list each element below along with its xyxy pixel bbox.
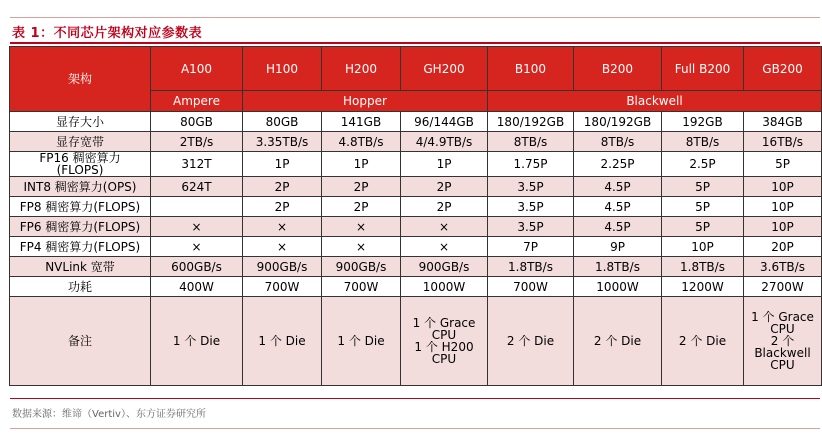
- table-cell: 7P: [488, 237, 574, 257]
- table-cell: ×: [151, 237, 243, 257]
- table-cell: 624T: [151, 177, 243, 197]
- table-cell: 5P: [662, 197, 744, 217]
- row-label: 备注: [10, 297, 151, 386]
- table-cell: 5P: [662, 177, 744, 197]
- table-row: [10, 297, 822, 386]
- table-row: [10, 237, 822, 257]
- row-label: FP4 稠密算力(FLOPS): [10, 237, 151, 257]
- header-chip: A100: [151, 47, 243, 91]
- table-cell: 700W: [243, 277, 322, 297]
- row-label: FP8 稠密算力(FLOPS): [10, 197, 151, 217]
- table-title: 表 1：不同芯片架构对应参数表: [12, 26, 203, 41]
- table-cell: 4.5P: [574, 197, 662, 217]
- table-cell: 1 个 Die: [151, 297, 243, 386]
- table-cell: 10P: [744, 217, 822, 237]
- footer-rule: [10, 398, 820, 399]
- table-cell: 4.8TB/s: [322, 132, 401, 152]
- table-row: [10, 112, 822, 132]
- table-cell: 10P: [744, 177, 822, 197]
- table-cell: 900GB/s: [322, 257, 401, 277]
- bottom-rule: [10, 428, 820, 429]
- row-label: FP16 稠密算力 (FLOPS): [10, 152, 151, 177]
- table-cell: 141GB: [322, 112, 401, 132]
- table-cell: 1 个 Die: [243, 297, 322, 386]
- table-cell: [151, 197, 243, 217]
- table-cell: 2P: [401, 177, 488, 197]
- table-cell: 4.5P: [574, 217, 662, 237]
- row-label: INT8 稠密算力(OPS): [10, 177, 151, 197]
- spec-table: [9, 46, 822, 386]
- table-cell: 5P: [744, 152, 822, 177]
- table-cell: 1P: [243, 152, 322, 177]
- table-cell: 3.6TB/s: [744, 257, 822, 277]
- table-cell: 700W: [488, 277, 574, 297]
- top-rule: [10, 17, 820, 18]
- header-chip: B200: [574, 47, 662, 91]
- table-cell: 400W: [151, 277, 243, 297]
- table-row: [10, 132, 822, 152]
- table-cell: 2.5P: [662, 152, 744, 177]
- table-cell: 3.35TB/s: [243, 132, 322, 152]
- table-cell: 2 个 Die: [574, 297, 662, 386]
- table-cell: 1.75P: [488, 152, 574, 177]
- table-cell: ×: [322, 237, 401, 257]
- header-chip: B100: [488, 47, 574, 91]
- table-cell: 1.8TB/s: [488, 257, 574, 277]
- table-row: [10, 177, 822, 197]
- table-cell: 2P: [243, 197, 322, 217]
- table-cell: 600GB/s: [151, 257, 243, 277]
- table-cell: 1P: [401, 152, 488, 177]
- table-cell: 8TB/s: [574, 132, 662, 152]
- table-cell: 80GB: [243, 112, 322, 132]
- table-cell: ×: [151, 217, 243, 237]
- table-cell: 192GB: [662, 112, 744, 132]
- table-row: [10, 197, 822, 217]
- table-row: [10, 152, 822, 177]
- table-row: [10, 277, 822, 297]
- table-cell: ×: [243, 237, 322, 257]
- table-cell: 1.8TB/s: [662, 257, 744, 277]
- row-label: 显存宽带: [10, 132, 151, 152]
- header-architecture: Hopper: [243, 91, 488, 112]
- table-cell: 10P: [662, 237, 744, 257]
- table-cell: 5P: [662, 217, 744, 237]
- table-cell: 2.25P: [574, 152, 662, 177]
- header-chip: Full B200: [662, 47, 744, 91]
- table-cell: 20P: [744, 237, 822, 257]
- header-chip: GH200: [401, 47, 488, 91]
- table-cell: 2P: [322, 197, 401, 217]
- table-cell: 2TB/s: [151, 132, 243, 152]
- table-cell: 900GB/s: [401, 257, 488, 277]
- table-cell: 1200W: [662, 277, 744, 297]
- row-label: NVLink 宽带: [10, 257, 151, 277]
- table-cell: 700W: [322, 277, 401, 297]
- header-corner: 架构: [10, 47, 151, 112]
- table-cell: ×: [401, 217, 488, 237]
- table-cell: 1 个 Grace CPU 1 个 H200 CPU: [401, 297, 488, 386]
- table-cell: 312T: [151, 152, 243, 177]
- table-cell: 900GB/s: [243, 257, 322, 277]
- header-row-chips: [10, 47, 822, 91]
- row-label: FP6 稠密算力(FLOPS): [10, 217, 151, 237]
- row-label: 功耗: [10, 277, 151, 297]
- table-cell: 3.5P: [488, 177, 574, 197]
- table-cell: 3.5P: [488, 197, 574, 217]
- table-cell: 2700W: [744, 277, 822, 297]
- table-cell: 2P: [322, 177, 401, 197]
- table-cell: 180/192GB: [574, 112, 662, 132]
- table-cell: 10P: [744, 197, 822, 217]
- table-cell: 2P: [401, 197, 488, 217]
- table-cell: 9P: [574, 237, 662, 257]
- table-cell: 4/4.9TB/s: [401, 132, 488, 152]
- table-cell: 1 个 Grace CPU 2 个 Blackwell CPU: [744, 297, 822, 386]
- header-chip: GB200: [744, 47, 822, 91]
- table-cell: 3.5P: [488, 217, 574, 237]
- table-cell: 96/144GB: [401, 112, 488, 132]
- table-cell: 1 个 Die: [322, 297, 401, 386]
- table-cell: 8TB/s: [662, 132, 744, 152]
- header-architecture: Ampere: [151, 91, 243, 112]
- source-note: 数据来源：维谛（Vertiv）、东方证券研究所: [12, 409, 206, 420]
- table-cell: 1P: [322, 152, 401, 177]
- table-row: [10, 257, 822, 277]
- table-cell: 8TB/s: [488, 132, 574, 152]
- table-cell: 16TB/s: [744, 132, 822, 152]
- table-cell: ×: [243, 217, 322, 237]
- table-cell: 2 个 Die: [662, 297, 744, 386]
- table-cell: 1000W: [574, 277, 662, 297]
- table-cell: ×: [401, 237, 488, 257]
- table-cell: 2 个 Die: [488, 297, 574, 386]
- table-cell: 80GB: [151, 112, 243, 132]
- table-row: [10, 217, 822, 237]
- row-label: 显存大小: [10, 112, 151, 132]
- table-cell: 384GB: [744, 112, 822, 132]
- header-chip: H200: [322, 47, 401, 91]
- table-cell: ×: [322, 217, 401, 237]
- table-cell: 4.5P: [574, 177, 662, 197]
- title-rule: [10, 42, 820, 44]
- header-architecture: Blackwell: [488, 91, 822, 112]
- table-cell: 1000W: [401, 277, 488, 297]
- header-chip: H100: [243, 47, 322, 91]
- table-cell: 2P: [243, 177, 322, 197]
- table-cell: 180/192GB: [488, 112, 574, 132]
- table-cell: 1.8TB/s: [574, 257, 662, 277]
